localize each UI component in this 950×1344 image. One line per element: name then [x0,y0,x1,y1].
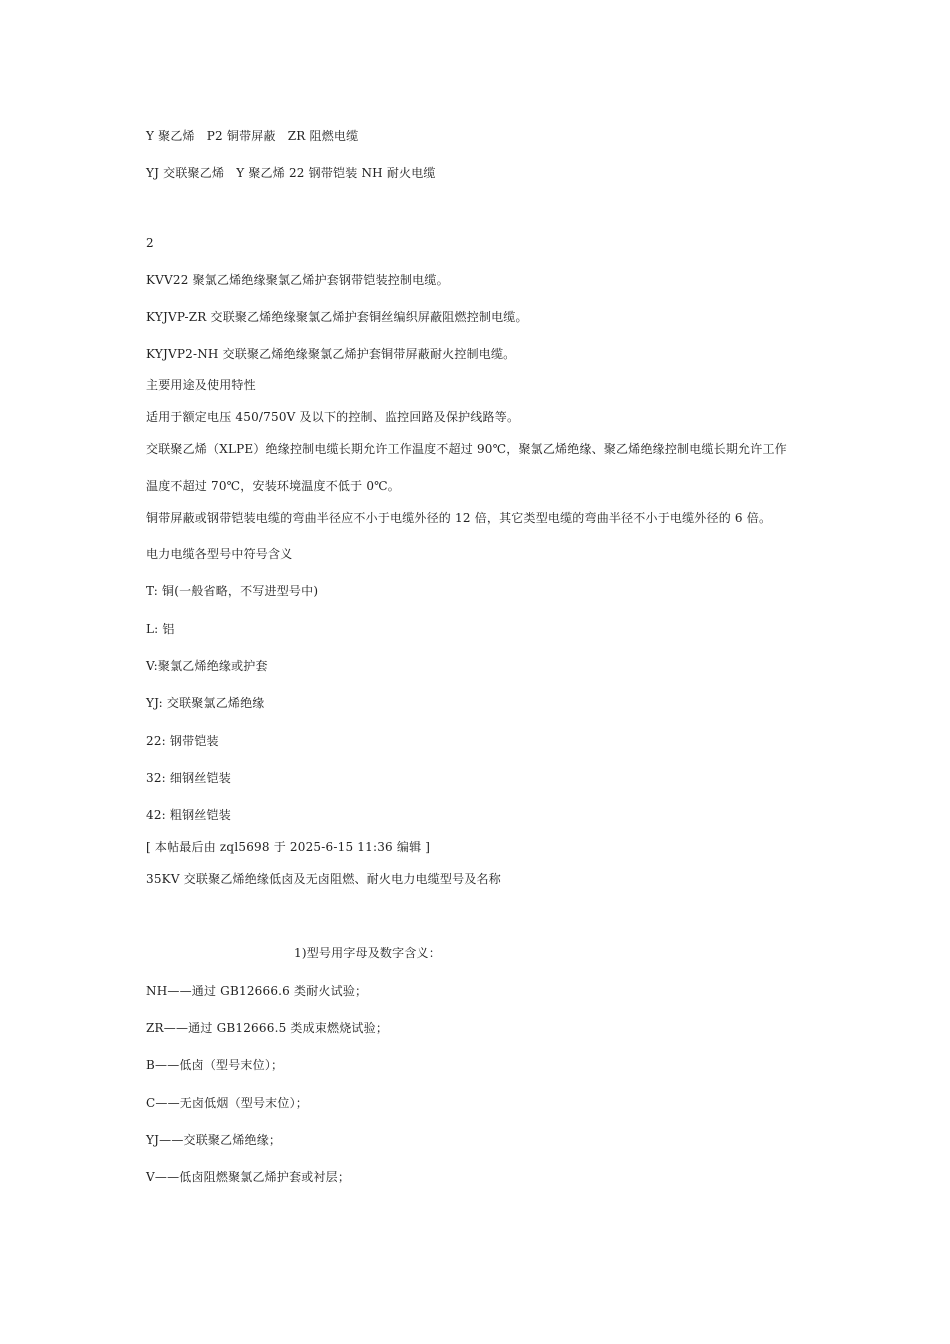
text-line-2: YJ 交联聚乙烯 Y 聚乙烯 22 钢带铠装 NH 耐火电缆 [146,166,436,180]
section-heading-symbols: 电力电缆各型号中符号含义 [146,547,293,561]
text-line-1: Y 聚乙烯 P2 铜带屏蔽 ZR 阻燃电缆 [146,129,359,143]
section-heading-35kv: 35KV 交联聚乙烯绝缘低卤及无卤阻燃、耐火电力电缆型号及名称 [146,872,501,886]
text-line-4: KYJVP-ZR 交联聚乙烯绝缘聚氯乙烯护套铜丝编织屏蔽阻燃控制电缆。 [146,310,528,324]
text-line-7: 交联聚乙烯（XLPE）绝缘控制电缆长期允许工作温度不超过 90℃，聚氯乙烯绝缘、聚乙烯绝缘控制电缆长期允许工作 [146,442,787,456]
symbol-line-v: V:聚氯乙烯绝缘或护套 [146,659,268,673]
def-line-v: V——低卤阻燃聚氯乙烯护套或衬层； [146,1170,351,1184]
symbol-line-l: L: 铝 [146,622,175,636]
def-line-nh: NH——通过 GB12666.6 类耐火试验； [146,984,368,998]
subsection-heading: 1)型号用字母及数字含义： [294,946,441,960]
section-heading-usage: 主要用途及使用特性 [146,378,256,392]
text-line-6: 适用于额定电压 450/750V 及以下的控制、监控回路及保护线路等。 [146,410,520,424]
symbol-line-22: 22: 钢带铠装 [146,734,219,748]
symbol-line-t: T: 铜(一般省略，不写进型号中) [146,584,319,598]
text-line-8: 温度不超过 70℃，安装环境温度不低于 0℃。 [146,479,400,493]
page-number: 2 [146,236,154,250]
def-line-b: B——低卤（型号末位）； [146,1058,284,1072]
text-line-5: KYJVP2-NH 交联聚乙烯绝缘聚氯乙烯护套铜带屏蔽耐火控制电缆。 [146,347,516,361]
text-line-9: 铜带屏蔽或钢带铠装电缆的弯曲半径应不小于电缆外径的 12 倍，其它类型电缆的弯曲半径不小于电缆外径的 6 倍。 [146,511,772,525]
def-line-yj: YJ——交联聚乙烯绝缘； [146,1133,282,1147]
text-line-3: KVV22 聚氯乙烯绝缘聚氯乙烯护套钢带铠装控制电缆。 [146,273,449,287]
symbol-line-32: 32: 细钢丝铠装 [146,771,231,785]
symbol-line-yj: YJ: 交联聚氯乙烯绝缘 [146,696,265,710]
symbol-line-42: 42: 粗钢丝铠装 [146,808,231,822]
edit-note: [ 本帖最后由 zql5698 于 2025-6-15 11:36 编辑 ] [146,840,431,854]
def-line-c: C——无卤低烟（型号末位）； [146,1096,308,1110]
def-line-zr: ZR——通过 GB12666.5 类成束燃烧试验； [146,1021,389,1035]
